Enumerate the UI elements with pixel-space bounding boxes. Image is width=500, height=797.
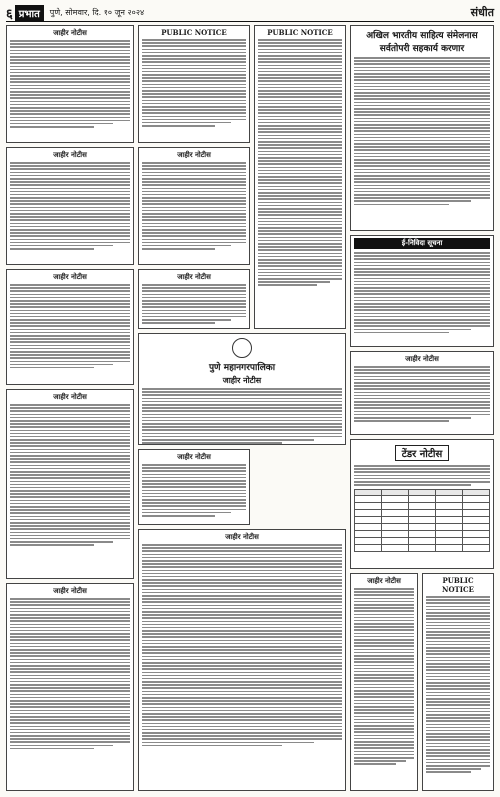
notice-14 — [6, 583, 134, 791]
notice-body — [10, 598, 130, 749]
notice-title: PUBLIC NOTICE — [442, 576, 474, 594]
notice-body — [258, 39, 342, 286]
paper-logo: प्रभात — [15, 5, 44, 21]
notice-6 — [138, 147, 250, 265]
notice-body — [354, 366, 490, 422]
notice-title: जाहीर नोटीस — [53, 586, 87, 595]
notice-title: ई-निविदा सूचना — [354, 238, 490, 249]
pmc-seal-icon — [232, 338, 252, 358]
notice-title: पुणे महानगरपालिका — [208, 363, 276, 373]
notice-body — [354, 465, 490, 486]
notice-body — [142, 388, 342, 444]
notice-body — [10, 162, 130, 250]
notice-title: जाहीर नोटीस — [177, 150, 211, 159]
notice-13 — [138, 449, 250, 525]
tender-table — [354, 489, 490, 552]
notice-body — [142, 39, 246, 127]
notice-5 — [254, 25, 346, 329]
notice-body — [10, 284, 130, 368]
notice-15 — [350, 439, 494, 569]
notice-body — [142, 464, 246, 517]
notice-8 — [138, 269, 250, 329]
notice-10 — [6, 389, 134, 579]
notice-subtitle: जाहीर नोटीस — [222, 375, 262, 385]
notice-17 — [422, 573, 494, 791]
notice-7 — [6, 269, 134, 385]
notice-body — [354, 57, 490, 205]
notice-body — [354, 252, 490, 333]
notice-4 — [350, 25, 494, 231]
notice-title: जाहीर नोटीस — [405, 354, 439, 363]
notice-body — [142, 544, 342, 746]
notice-title: PUBLIC NOTICE — [267, 28, 333, 37]
notice-title: जाहीर नोटीस — [177, 272, 211, 281]
notice-9 — [138, 333, 346, 445]
notice-title: जाहीर नोटीस — [53, 392, 87, 401]
masthead — [6, 4, 494, 22]
notice-title: जाहीर नोटीस — [367, 576, 401, 585]
notice-title: जाहीर नोटीस — [53, 272, 87, 281]
notice-3 — [6, 147, 134, 265]
notice-title: जाहीर नोटीस — [177, 452, 211, 461]
notice-1 — [6, 25, 134, 143]
notice-title: जाहीर नोटीस — [53, 150, 87, 159]
notice-title: जाहीर नोटीस — [225, 532, 259, 541]
notice-body — [10, 404, 130, 546]
notice-title: अखिल भारतीय साहित्य संमेलनास सर्वतोपरी सहकार्य करणार — [366, 31, 478, 54]
notice-11 — [350, 235, 494, 347]
notice-body — [354, 588, 414, 765]
notice-body — [10, 40, 130, 128]
notice-18 — [138, 529, 346, 791]
notice-body — [142, 284, 246, 324]
date-line: पुणे, सोमवार, दि. १० जून २०२४ — [49, 8, 145, 17]
notice-2 — [138, 25, 250, 143]
notice-16 — [350, 573, 418, 791]
notice-title: PUBLIC NOTICE — [161, 28, 227, 37]
notice-title: टेंडर नोटीस — [395, 445, 450, 461]
notice-body — [426, 596, 490, 773]
section-title: संधीत — [470, 6, 494, 19]
page-number: ६ — [6, 6, 13, 22]
notice-title: जाहीर नोटीस — [53, 28, 87, 37]
notice-body — [142, 162, 246, 250]
notice-12 — [350, 351, 494, 435]
